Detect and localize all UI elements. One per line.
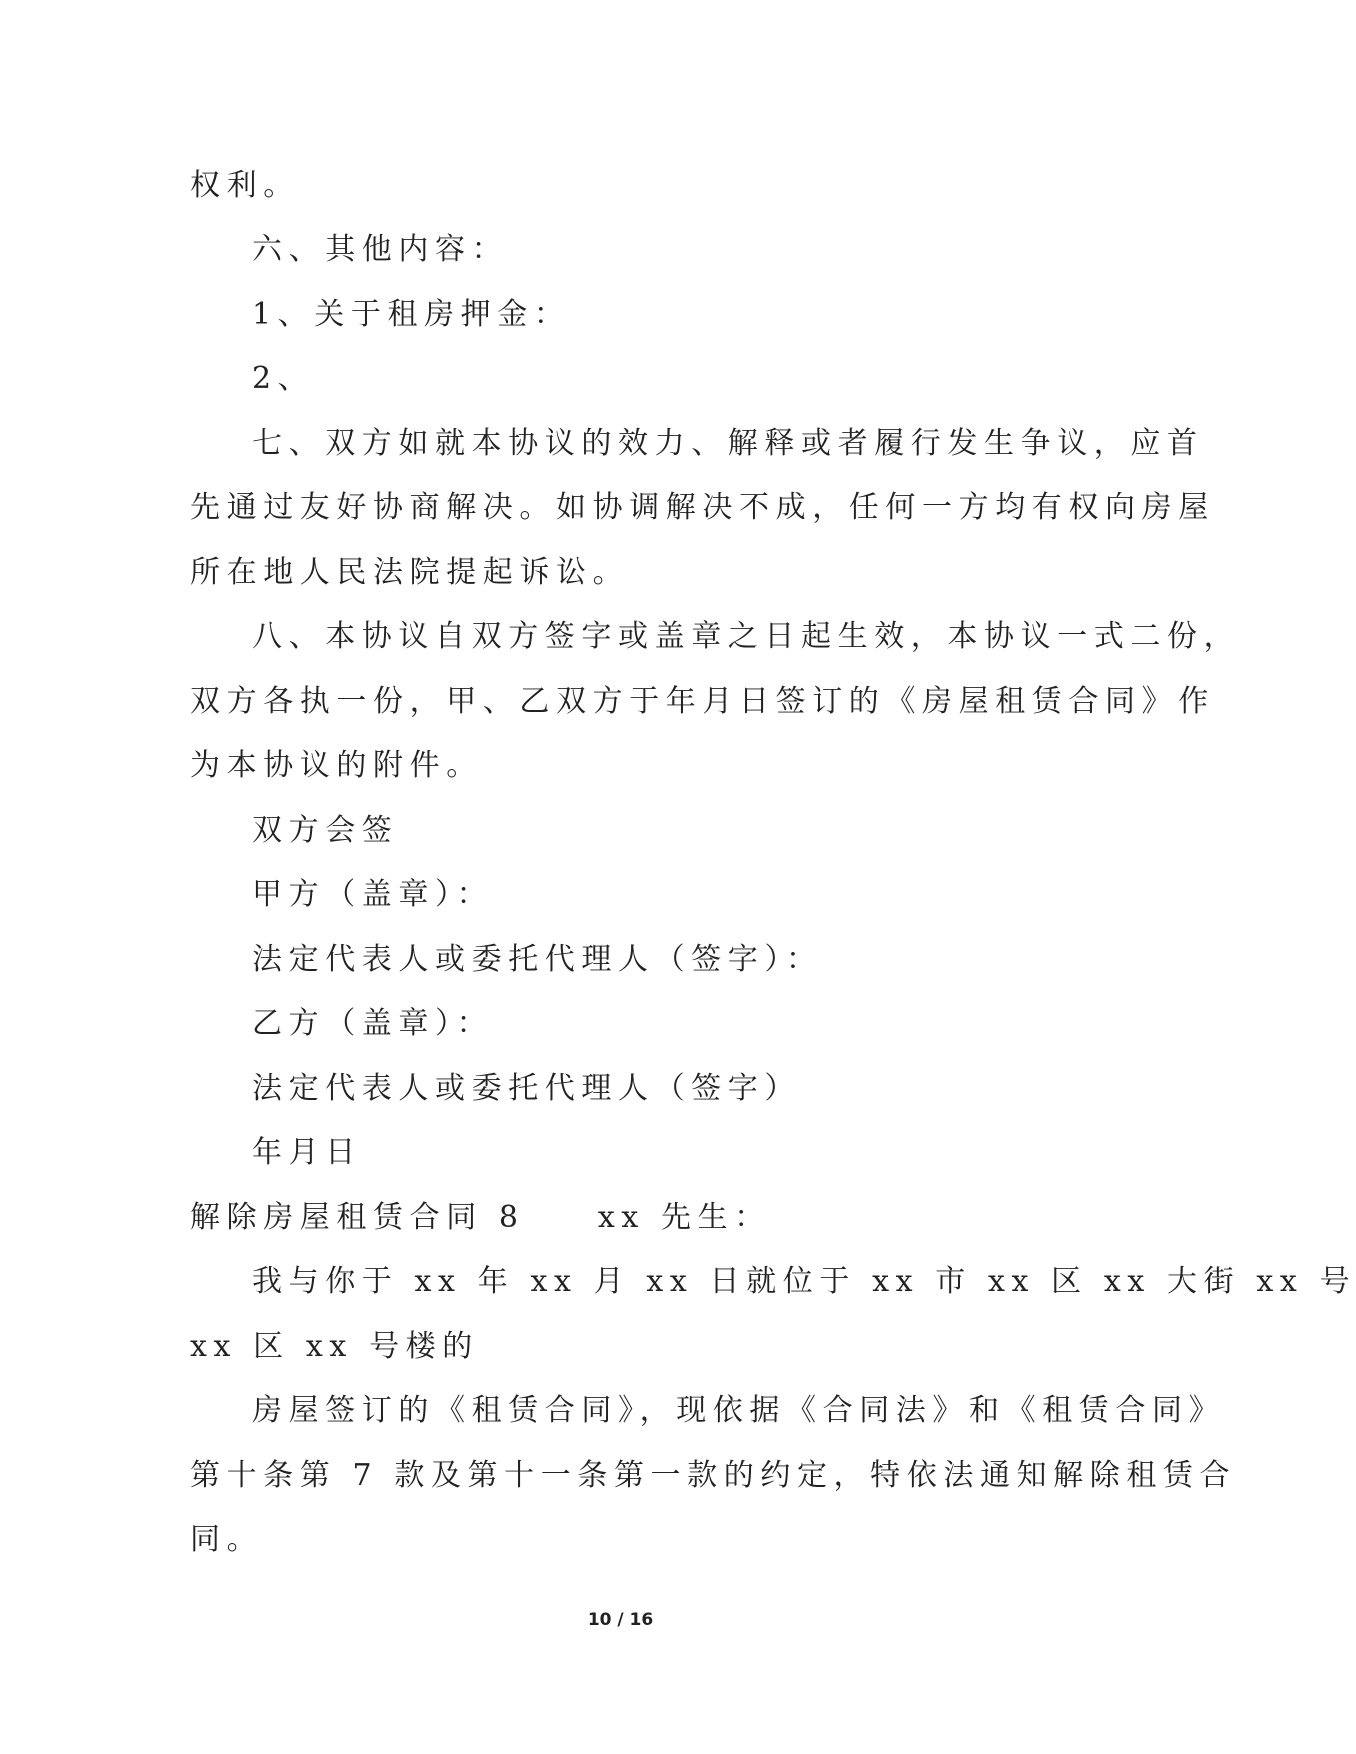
text-line: 为本协议的附件。 <box>190 748 483 783</box>
section-eight-line: 八、本协议自双方签字或盖章之日起生效，本协议一式二份， <box>252 619 1241 654</box>
text-line: 1、关于租房押金： <box>252 297 571 332</box>
party-b-seal: 乙方（盖章）： <box>252 1006 494 1041</box>
party-a-representative: 法定代表人或委托代理人（签字）： <box>252 942 823 977</box>
text-line: 同。 <box>190 1522 264 1557</box>
section-heading-six: 六、其他内容： <box>252 232 509 267</box>
text-line: 先通过友好协商解决。如协调解决不成，任何一方均有权向房屋 <box>190 490 1215 525</box>
party-b-representative: 法定代表人或委托代理人（签字） <box>252 1071 801 1106</box>
text-line: 双方各执一份，甲、乙双方于年月日签订的《房屋租赁合同》作 <box>190 684 1215 719</box>
text-line: 2、 <box>252 361 315 396</box>
text-line: 所在地人民法院提起诉讼。 <box>190 555 630 590</box>
section-seven-line: 七、双方如就本协议的效力、解释或者履行发生争议，应首 <box>252 426 1204 461</box>
signing-heading: 双方会签 <box>252 813 399 848</box>
notice-title-line: 解除房屋租赁合同 8 xx 先生： <box>190 1200 771 1235</box>
page-number: 10 / 16 <box>587 1610 654 1630</box>
text-line: 房屋签订的《租赁合同》，现依据《合同法》和《租赁合同》 <box>252 1393 1226 1428</box>
date-line: 年月日 <box>252 1135 362 1170</box>
party-a-seal: 甲方（盖章）： <box>252 877 494 912</box>
text-line: 第十条第 7 款及第十一条第一款的约定，特依法通知解除租赁合 <box>190 1458 1237 1493</box>
text-line: 权利。 <box>190 168 300 203</box>
text-line: 我与你于 xx 年 xx 月 xx 日就位于 xx 市 xx 区 xx 大街 xx 号 <box>252 1264 1356 1299</box>
text-line: xx 区 xx 号楼的 <box>190 1329 479 1364</box>
